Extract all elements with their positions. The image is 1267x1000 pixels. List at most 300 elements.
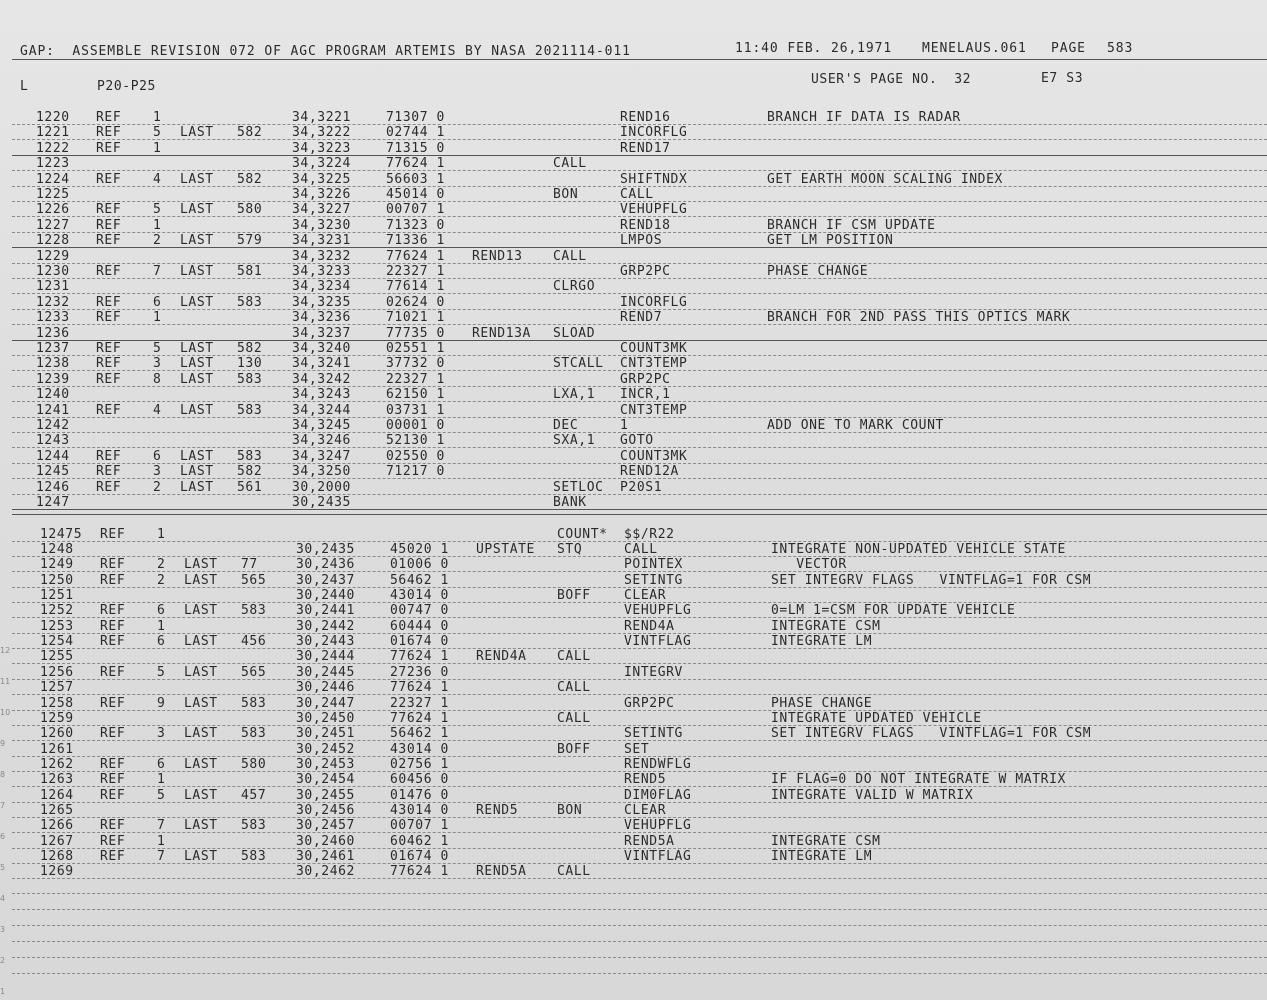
octal-word: 77624 1	[386, 156, 445, 172]
octal-word: 03731 1	[386, 402, 445, 418]
address: 34,3243	[292, 387, 351, 403]
operand: GRP2PC	[624, 695, 675, 711]
last-page: 581	[237, 264, 263, 279]
ref-count: 5	[153, 341, 162, 356]
comment: GET LM POSITION	[767, 233, 894, 249]
octal-word: 01476 0	[390, 787, 449, 803]
operand: REND5A	[624, 833, 675, 849]
opcode: SETLOC	[553, 479, 604, 495]
ref-count: 1	[153, 217, 162, 233]
address: 30,2000	[292, 479, 351, 495]
last-keyword: LAST	[184, 726, 218, 742]
row-rule	[12, 324, 1267, 325]
operand: RENDWFLG	[624, 756, 692, 772]
last-keyword: LAST	[184, 664, 218, 680]
operand: SETINTG	[624, 572, 683, 588]
ref-keyword: REF	[96, 402, 122, 418]
operand: GOTO	[620, 433, 654, 449]
ref-keyword: REF	[96, 140, 122, 156]
line-number: 1237	[36, 341, 70, 356]
line-number: 1251	[40, 588, 74, 604]
address: 34,3237	[292, 325, 351, 341]
octal-word: 37732 0	[386, 356, 445, 372]
margin-mark: 7	[0, 801, 6, 810]
ref-keyword: REF	[100, 756, 126, 772]
symbol-label: REND13A	[472, 325, 531, 341]
ref-count: 5	[153, 202, 162, 218]
ref-count: 5	[157, 664, 166, 680]
blank-rule	[12, 973, 1267, 974]
comment: INTEGRATE UPDATED VEHICLE	[771, 710, 982, 726]
ref-count: 4	[153, 171, 162, 187]
last-page: 582	[237, 341, 263, 356]
last-keyword: LAST	[180, 402, 214, 418]
last-page: 565	[241, 572, 267, 588]
last-page: 565	[241, 664, 267, 680]
ref-keyword: REF	[96, 233, 122, 249]
address: 34,3241	[292, 356, 351, 372]
octal-word: 27236 0	[390, 664, 449, 680]
address: 34,3230	[292, 217, 351, 233]
address: 30,2461	[296, 849, 355, 864]
line-number: 1226	[36, 202, 70, 218]
last-page: 583	[241, 695, 267, 711]
symbol-label: UPSTATE	[476, 542, 535, 557]
octal-word: 00001 0	[386, 418, 445, 433]
ref-count: 1	[153, 110, 162, 125]
address: 30,2460	[296, 833, 355, 849]
margin-mark: 1	[0, 987, 6, 996]
opcode: CALL	[557, 864, 591, 880]
comment: INTEGRATE VALID W MATRIX	[771, 787, 974, 803]
address: 30,2443	[296, 634, 355, 650]
octal-word: 71217 0	[386, 464, 445, 480]
octal-word: 43014 0	[390, 741, 449, 757]
operand: CALL	[624, 542, 658, 557]
address: 30,2462	[296, 864, 355, 880]
opcode: BON	[557, 802, 583, 818]
row-rule	[12, 247, 1267, 248]
address: 30,2436	[296, 557, 355, 573]
operand: VINTFLAG	[624, 849, 692, 864]
operand: SETINTG	[624, 726, 683, 742]
last-keyword: LAST	[184, 787, 218, 803]
ref-keyword: REF	[100, 664, 126, 680]
line-number: 1260	[40, 726, 74, 742]
line-number: 1223	[36, 156, 70, 172]
octal-word: 01674 0	[390, 634, 449, 650]
last-keyword: LAST	[184, 756, 218, 772]
operand: REND18	[620, 217, 671, 233]
line-number: 1238	[36, 356, 70, 372]
line-number: 1269	[40, 864, 74, 880]
line-number: 1222	[36, 140, 70, 156]
ref-count: 1	[157, 527, 166, 542]
operand: REND16	[620, 110, 671, 125]
row-rule	[12, 494, 1267, 495]
ref-count: 7	[153, 264, 162, 279]
header-page-number: 583	[1107, 41, 1134, 56]
ref-count: 4	[153, 402, 162, 418]
line-number: 1259	[40, 710, 74, 726]
ref-count: 3	[153, 464, 162, 480]
octal-word: 22327 1	[386, 264, 445, 279]
ref-keyword: REF	[96, 341, 122, 356]
ref-count: 2	[157, 572, 166, 588]
operand: DIM0FLAG	[624, 787, 692, 803]
last-page: 583	[241, 603, 267, 619]
octal-word: 77735 0	[386, 325, 445, 341]
address: 30,2440	[296, 588, 355, 604]
margin-mark: 4	[0, 894, 6, 903]
octal-word: 52130 1	[386, 433, 445, 449]
ref-keyword: REF	[96, 310, 122, 326]
margin-mark: 5	[0, 863, 6, 872]
blank-rule	[12, 909, 1267, 910]
blank-rule	[12, 941, 1267, 942]
address: 34,3244	[292, 402, 351, 418]
ref-count: 6	[153, 448, 162, 464]
address: 30,2454	[296, 772, 355, 788]
line-number: 1220	[36, 110, 70, 125]
ref-keyword: REF	[96, 110, 122, 125]
header-page-label: PAGE	[1051, 41, 1086, 56]
line-number: 1261	[40, 741, 74, 757]
operand: P20S1	[620, 479, 663, 495]
last-keyword: LAST	[180, 448, 214, 464]
ref-count: 2	[157, 557, 166, 573]
ref-keyword: REF	[100, 695, 126, 711]
operand: LMPOS	[620, 233, 663, 249]
last-page: 77	[241, 557, 258, 573]
last-page: 579	[237, 233, 263, 249]
address: 30,2441	[296, 603, 355, 619]
opcode: LXA,1	[553, 387, 596, 403]
operand: CNT3TEMP	[620, 402, 688, 418]
ref-count: 9	[157, 695, 166, 711]
octal-word: 01006 0	[390, 557, 449, 573]
header-code: E7 S3	[1041, 71, 1084, 86]
ref-count: 6	[153, 294, 162, 310]
last-page: 456	[241, 634, 267, 650]
ref-keyword: REF	[100, 849, 126, 864]
octal-word: 22327 1	[386, 371, 445, 387]
line-number: 1265	[40, 802, 74, 818]
ref-count: 7	[157, 818, 166, 834]
line-number: 12475	[40, 527, 83, 542]
operand: INCR,1	[620, 387, 671, 403]
last-keyword: LAST	[180, 171, 214, 187]
ref-count: 1	[157, 772, 166, 788]
ref-keyword: REF	[100, 527, 126, 542]
octal-word: 45014 0	[386, 187, 445, 202]
row-rule	[12, 710, 1267, 711]
ref-keyword: REF	[96, 125, 122, 141]
octal-word: 62150 1	[386, 387, 445, 403]
opcode: STCALL	[553, 356, 604, 372]
last-page: 580	[241, 756, 267, 772]
row-rule	[12, 417, 1267, 418]
opcode: BANK	[553, 495, 587, 510]
row-rule	[12, 679, 1267, 680]
ref-keyword: REF	[96, 202, 122, 218]
line-number: 1239	[36, 371, 70, 387]
last-page: 583	[241, 849, 267, 864]
line-number: 1231	[36, 279, 70, 295]
address: 30,2444	[296, 649, 355, 665]
octal-word: 56603 1	[386, 171, 445, 187]
opcode: CALL	[553, 156, 587, 172]
address: 34,3247	[292, 448, 351, 464]
symbol-label: REND5A	[476, 864, 527, 880]
ref-count: 5	[153, 125, 162, 141]
address: 34,3226	[292, 187, 351, 202]
opcode: COUNT*	[557, 527, 608, 542]
address: 34,3242	[292, 371, 351, 387]
row-rule	[12, 863, 1267, 864]
row-rule	[12, 509, 1267, 510]
opcode: BON	[553, 187, 579, 202]
ref-count: 6	[157, 756, 166, 772]
last-keyword: LAST	[180, 479, 214, 495]
operand: VEHUPFLG	[624, 603, 692, 619]
address: 34,3221	[292, 110, 351, 125]
operand: VEHUPFLG	[624, 818, 692, 834]
last-keyword: LAST	[184, 572, 218, 588]
operand: SET	[624, 741, 650, 757]
address: 34,3236	[292, 310, 351, 326]
ref-keyword: REF	[96, 171, 122, 187]
operand: CLEAR	[624, 802, 667, 818]
operand: CALL	[620, 187, 654, 202]
address: 30,2457	[296, 818, 355, 834]
last-keyword: LAST	[180, 341, 214, 356]
ref-count: 1	[157, 618, 166, 634]
ref-count: 3	[153, 356, 162, 372]
line-number: 1268	[40, 849, 74, 864]
line-number: 1247	[36, 495, 70, 510]
tractor-feed-margin	[0, 0, 20, 1000]
last-page: 580	[237, 202, 263, 218]
address: 30,2445	[296, 664, 355, 680]
operand: REND17	[620, 140, 671, 156]
margin-mark: 6	[0, 832, 6, 841]
ref-count: 1	[153, 140, 162, 156]
octal-word: 43014 0	[390, 802, 449, 818]
comment: SET INTEGRV FLAGS VINTFLAG=1 FOR CSM	[771, 572, 1092, 588]
last-keyword: LAST	[184, 695, 218, 711]
opcode: CLRGO	[553, 279, 596, 295]
opcode: STQ	[557, 542, 583, 557]
ref-keyword: REF	[100, 603, 126, 619]
last-page: 582	[237, 171, 263, 187]
line-number: 1225	[36, 187, 70, 202]
ref-keyword: REF	[100, 618, 126, 634]
ref-count: 6	[157, 634, 166, 650]
address: 30,2453	[296, 756, 355, 772]
octal-word: 77624 1	[390, 710, 449, 726]
last-page: 583	[241, 818, 267, 834]
header-timestamp: 11:40 FEB. 26,1971	[735, 41, 893, 56]
comment: VECTOR	[771, 557, 847, 573]
last-keyword: LAST	[180, 294, 214, 310]
address: 34,3232	[292, 248, 351, 264]
ref-count: 3	[157, 726, 166, 742]
ref-keyword: REF	[100, 557, 126, 573]
ref-keyword: REF	[100, 726, 126, 742]
octal-word: 02550 0	[386, 448, 445, 464]
ref-keyword: REF	[96, 294, 122, 310]
comment: INTEGRATE LM	[771, 849, 873, 864]
octal-word: 77624 1	[386, 248, 445, 264]
operand: POINTEX	[624, 557, 683, 573]
last-page: 457	[241, 787, 267, 803]
ref-keyword: REF	[100, 833, 126, 849]
last-page: 561	[237, 479, 263, 495]
octal-word: 01674 0	[390, 849, 449, 864]
comment: IF FLAG=0 DO NOT INTEGRATE W MATRIX	[771, 772, 1066, 788]
octal-word: 71336 1	[386, 233, 445, 249]
ref-keyword: REF	[96, 371, 122, 387]
operand: REND5	[624, 772, 667, 788]
opcode: BOFF	[557, 588, 591, 604]
comment: PHASE CHANGE	[767, 264, 869, 279]
line-number: 1262	[40, 756, 74, 772]
address: 30,2435	[296, 542, 355, 557]
address: 34,3246	[292, 433, 351, 449]
ref-keyword: REF	[96, 448, 122, 464]
address: 30,2446	[296, 680, 355, 696]
symbol-label: REND4A	[476, 649, 527, 665]
ref-count: 2	[153, 233, 162, 249]
header-rule	[12, 59, 1267, 60]
comment: ADD ONE TO MARK COUNT	[767, 418, 944, 433]
line-number: 1243	[36, 433, 70, 449]
line-number: 1233	[36, 310, 70, 326]
last-keyword: LAST	[184, 818, 218, 834]
blank-rule	[12, 925, 1267, 926]
comment: BRANCH IF DATA IS RADAR	[767, 110, 961, 125]
octal-word: 56462 1	[390, 726, 449, 742]
header-section: P20-P25	[97, 79, 156, 94]
address: 34,3225	[292, 171, 351, 187]
operand: INCORFLG	[620, 294, 688, 310]
last-keyword: LAST	[180, 356, 214, 372]
line-number: 1258	[40, 695, 74, 711]
address: 30,2452	[296, 741, 355, 757]
octal-word: 02551 1	[386, 341, 445, 356]
octal-word: 71315 0	[386, 140, 445, 156]
address: 30,2455	[296, 787, 355, 803]
ref-keyword: REF	[100, 818, 126, 834]
line-number: 1245	[36, 464, 70, 480]
margin-mark: 8	[0, 770, 6, 779]
opcode: CALL	[557, 680, 591, 696]
address: 34,3245	[292, 418, 351, 433]
octal-word: 77624 1	[390, 864, 449, 880]
margin-mark: 9	[0, 739, 6, 748]
operand: 1	[620, 418, 629, 433]
octal-word: 22327 1	[390, 695, 449, 711]
line-number: 1232	[36, 294, 70, 310]
address: 30,2450	[296, 710, 355, 726]
margin-mark: 11	[0, 677, 11, 686]
operand: REND4A	[624, 618, 675, 634]
ref-count: 2	[153, 479, 162, 495]
last-page: 583	[237, 448, 263, 464]
operand: CNT3TEMP	[620, 356, 688, 372]
octal-word: 71307 0	[386, 110, 445, 125]
ref-keyword: REF	[96, 264, 122, 279]
block-separator	[12, 514, 1267, 515]
ref-keyword: REF	[100, 572, 126, 588]
ref-keyword: REF	[100, 634, 126, 650]
octal-word: 60462 1	[390, 833, 449, 849]
line-number: 1228	[36, 233, 70, 249]
line-number: 1264	[40, 787, 74, 803]
ref-keyword: REF	[100, 772, 126, 788]
address: 30,2451	[296, 726, 355, 742]
address: 34,3235	[292, 294, 351, 310]
address: 34,3233	[292, 264, 351, 279]
last-keyword: LAST	[184, 849, 218, 864]
octal-word: 43014 0	[390, 588, 449, 604]
last-page: 130	[237, 356, 263, 372]
octal-word: 45020 1	[390, 542, 449, 557]
last-page: 583	[237, 402, 263, 418]
comment: INTEGRATE NON-UPDATED VEHICLE STATE	[771, 542, 1066, 557]
last-page: 583	[241, 726, 267, 742]
margin-mark: 3	[0, 925, 6, 934]
ref-keyword: REF	[96, 479, 122, 495]
margin-mark: 10	[0, 708, 11, 717]
operand: VINTFLAG	[624, 634, 692, 650]
operand: $$/R22	[624, 527, 675, 542]
operand: INTEGRV	[624, 664, 683, 680]
line-number: 1254	[40, 634, 74, 650]
line-number: 1229	[36, 248, 70, 264]
octal-word: 60456 0	[390, 772, 449, 788]
octal-word: 00707 1	[386, 202, 445, 218]
address: 34,3224	[292, 156, 351, 172]
operand: INCORFLG	[620, 125, 688, 141]
octal-word: 71021 1	[386, 310, 445, 326]
opcode: SXA,1	[553, 433, 596, 449]
last-keyword: LAST	[180, 233, 214, 249]
address: 34,3234	[292, 279, 351, 295]
header-users-page: USER'S PAGE NO. 32	[811, 72, 972, 87]
line-number: 1255	[40, 649, 74, 665]
line-number: 1252	[40, 603, 74, 619]
opcode: CALL	[553, 248, 587, 264]
comment: SET INTEGRV FLAGS VINTFLAG=1 FOR CSM	[771, 726, 1092, 742]
last-page: 583	[237, 294, 263, 310]
opcode: CALL	[557, 649, 591, 665]
opcode: DEC	[553, 418, 579, 433]
header-job: MENELAUS.061	[922, 41, 1027, 56]
symbol-label: REND13	[472, 248, 523, 264]
octal-word: 77624 1	[390, 680, 449, 696]
operand: CLEAR	[624, 588, 667, 604]
comment: PHASE CHANGE	[771, 695, 873, 711]
header-l-label: L	[20, 79, 29, 94]
comment: 0=LM 1=CSM FOR UPDATE VEHICLE	[771, 603, 1016, 619]
line-number: 1224	[36, 171, 70, 187]
row-rule	[12, 648, 1267, 649]
line-number: 1256	[40, 664, 74, 680]
address: 30,2435	[292, 495, 351, 510]
line-number: 1250	[40, 572, 74, 588]
